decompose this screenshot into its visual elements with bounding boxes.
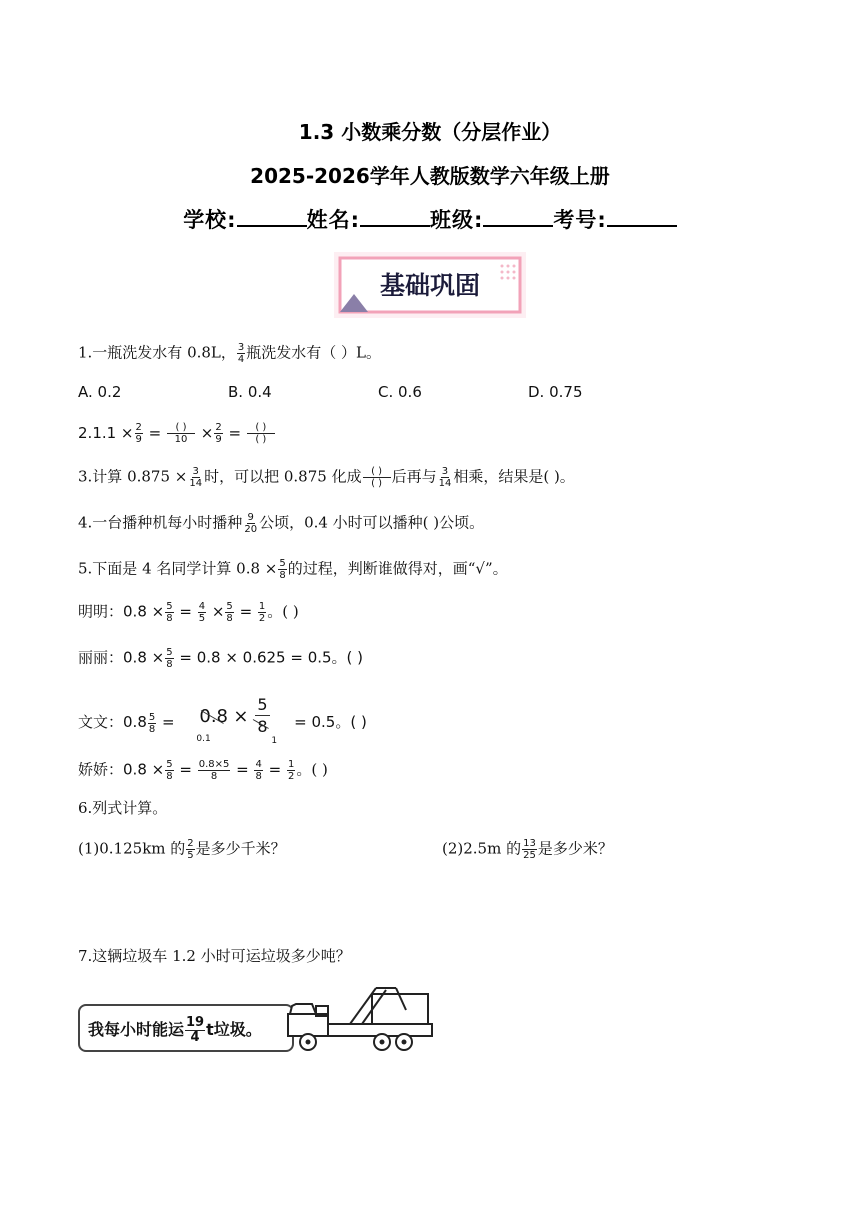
question-7: 7.这辆垃圾车 1.2 小时可运垃圾多少吨？ [78, 947, 351, 965]
fraction: $\frac{1}{2}$ [287, 759, 295, 782]
hw-denominator: 8 [257, 717, 268, 736]
answer-blank[interactable]: = 0.5。( ) [289, 713, 367, 731]
hw-reduced-denominator: 1 [271, 736, 278, 746]
q5-lili [78, 647, 363, 670]
expr: 0.8 [123, 713, 147, 731]
q5-text-end: 的过程，判断谁做得对，画“√”。 [287, 559, 508, 578]
answer-blank[interactable]: 。( ) [267, 602, 299, 621]
fraction: $\frac{4}{5}$ [198, 601, 206, 624]
option-a[interactable]: A. 0.2 [78, 383, 122, 401]
speech-post: t垃圾。 [206, 1020, 262, 1039]
question-4 [78, 512, 484, 535]
q5-wenwen [78, 695, 367, 746]
q5-text: 5.下面是 4 名同学计算 0.8 × [78, 559, 278, 578]
fraction: $\frac{5}{8}$ [166, 601, 173, 624]
class-blank[interactable] [483, 207, 553, 227]
worksheet-subtitle: 2025-2026学年人教版数学六年级上册 [250, 164, 610, 188]
q5-jiaojiao [78, 759, 328, 782]
question-6: 6.列式计算。 [78, 799, 168, 817]
fraction: $\frac{0.8\times 5}{8}$ [198, 759, 230, 782]
fraction: $\frac{1}{2}$ [258, 601, 266, 624]
hw-reduced-decimal: 0.1 [196, 734, 211, 744]
question-3 [78, 466, 575, 489]
q2-blank-fraction[interactable]: $\frac{( )}{10}$ [167, 422, 195, 445]
fraction: $\frac{19}{4}$ [186, 1015, 205, 1045]
fraction: $\frac{5}{8}$ [148, 711, 156, 735]
student-name: 明明： [78, 602, 124, 621]
option-c[interactable]: C. 0.6 [378, 383, 422, 401]
q5-fraction: $\frac{5}{8}$ [279, 558, 286, 581]
q4-fraction: $\frac{9}{20}$ [244, 512, 258, 535]
q6-1-text: (1)0.125km 的 [78, 839, 186, 858]
garbage-truck-illustration [286, 980, 436, 1058]
q5-mingming [78, 601, 299, 624]
q4-text: 4.一台播种机每小时播种 [78, 513, 243, 532]
hw-times: × [233, 706, 249, 727]
worksheet-title: 1.3 小数乘分数（分层作业） [298, 120, 562, 144]
dot-pattern-decoration [501, 265, 516, 280]
answer-blank[interactable]: 。( ) [296, 760, 328, 779]
q2-answer-fraction[interactable]: $\frac{( )}{( )}$ [247, 422, 275, 445]
school-label: 学校: [183, 208, 237, 232]
hw-decimal: 0.8 [199, 706, 229, 727]
fraction: $\frac{5}{8}$ [166, 647, 173, 670]
equals: = [263, 760, 286, 779]
q3-text-mid2: 后再与 [391, 467, 437, 486]
equals: = [234, 602, 257, 621]
q1-text-end: 瓶洗发水有（ ）L。 [246, 343, 382, 362]
handwritten-cancellation [193, 695, 289, 746]
equals: = [143, 424, 166, 442]
fraction: $\frac{5}{8}$ [226, 601, 233, 624]
q2-fraction: $\frac{2}{9}$ [135, 422, 142, 445]
option-d[interactable]: D. 0.75 [528, 383, 583, 401]
name-blank[interactable] [360, 207, 430, 227]
q3-text: 3.计算 0.875 × [78, 467, 188, 486]
fraction: $\frac{2}{5}$ [187, 838, 194, 861]
q3-text-end: 相乘，结果是( )。 [453, 467, 575, 486]
speech-bubble [78, 1004, 294, 1052]
times: × [196, 424, 214, 442]
equals: = [174, 760, 197, 779]
exam-number-blank[interactable] [607, 207, 677, 227]
option-b[interactable]: B. 0.4 [228, 383, 272, 401]
fraction: $\frac{5}{8}$ [166, 759, 173, 782]
school-blank[interactable] [237, 207, 307, 227]
name-label: 姓名: [306, 208, 360, 232]
equals: = [174, 602, 197, 621]
student-name: 娇娇： [78, 760, 124, 779]
q3-blank-fraction[interactable]: $\frac{( )}{( )}$ [363, 466, 391, 489]
section-banner [334, 252, 526, 318]
q3-fraction: $\frac{3}{14}$ [189, 466, 203, 489]
fraction: $\frac{4}{8}$ [255, 759, 262, 782]
expr: 0.8 × [123, 602, 165, 621]
q6-2-text: (2)2.5m 的 [442, 839, 522, 858]
fraction: $\frac{13}{25}$ [523, 838, 536, 861]
question-5 [78, 558, 508, 581]
banner-label: 基础巩固 [379, 271, 481, 300]
q1-text: 1.一瓶洗发水有 0.8L， [78, 343, 236, 362]
hw-numerator: 5 [257, 695, 268, 714]
equals: = [223, 424, 246, 442]
equals: = [231, 760, 254, 779]
q6-1-text-end: 是多少千米？ [195, 839, 286, 858]
q6-2-text-end: 是多少米？ [537, 839, 613, 858]
expr: 0.8 × [123, 648, 165, 667]
question-6-2 [442, 838, 613, 861]
times: × [207, 602, 225, 621]
student-info-row [0, 204, 860, 234]
speech-text [88, 1016, 262, 1045]
exam-number-label: 考号: [553, 208, 607, 232]
q2-expr: 1.1 × [92, 424, 134, 442]
q4-text-end: 公顷，0.4 小时可以播种( )公顷。 [259, 513, 485, 532]
equals: = [157, 713, 175, 731]
student-name: 文文： [78, 713, 124, 731]
q2-fraction: $\frac{2}{9}$ [215, 422, 222, 445]
speech-pre: 我每小时能运 [88, 1020, 185, 1039]
expr: 0.8 × [123, 760, 165, 779]
q2-number: 2. [78, 424, 93, 442]
question-2 [78, 422, 276, 445]
q1-fraction: $\frac{3}{4}$ [237, 342, 245, 365]
class-label: 班级: [430, 208, 484, 232]
answer-blank[interactable]: = 0.8 × 0.625 = 0.5。( ) [174, 648, 364, 667]
q3-text-mid: 时，可以把 0.875 化成 [204, 467, 362, 486]
question-6-1 [78, 838, 286, 861]
question-1-options [78, 382, 678, 402]
question-1 [78, 342, 381, 365]
q3-fraction: $\frac{3}{14}$ [438, 466, 452, 489]
student-name: 丽丽： [78, 648, 124, 667]
